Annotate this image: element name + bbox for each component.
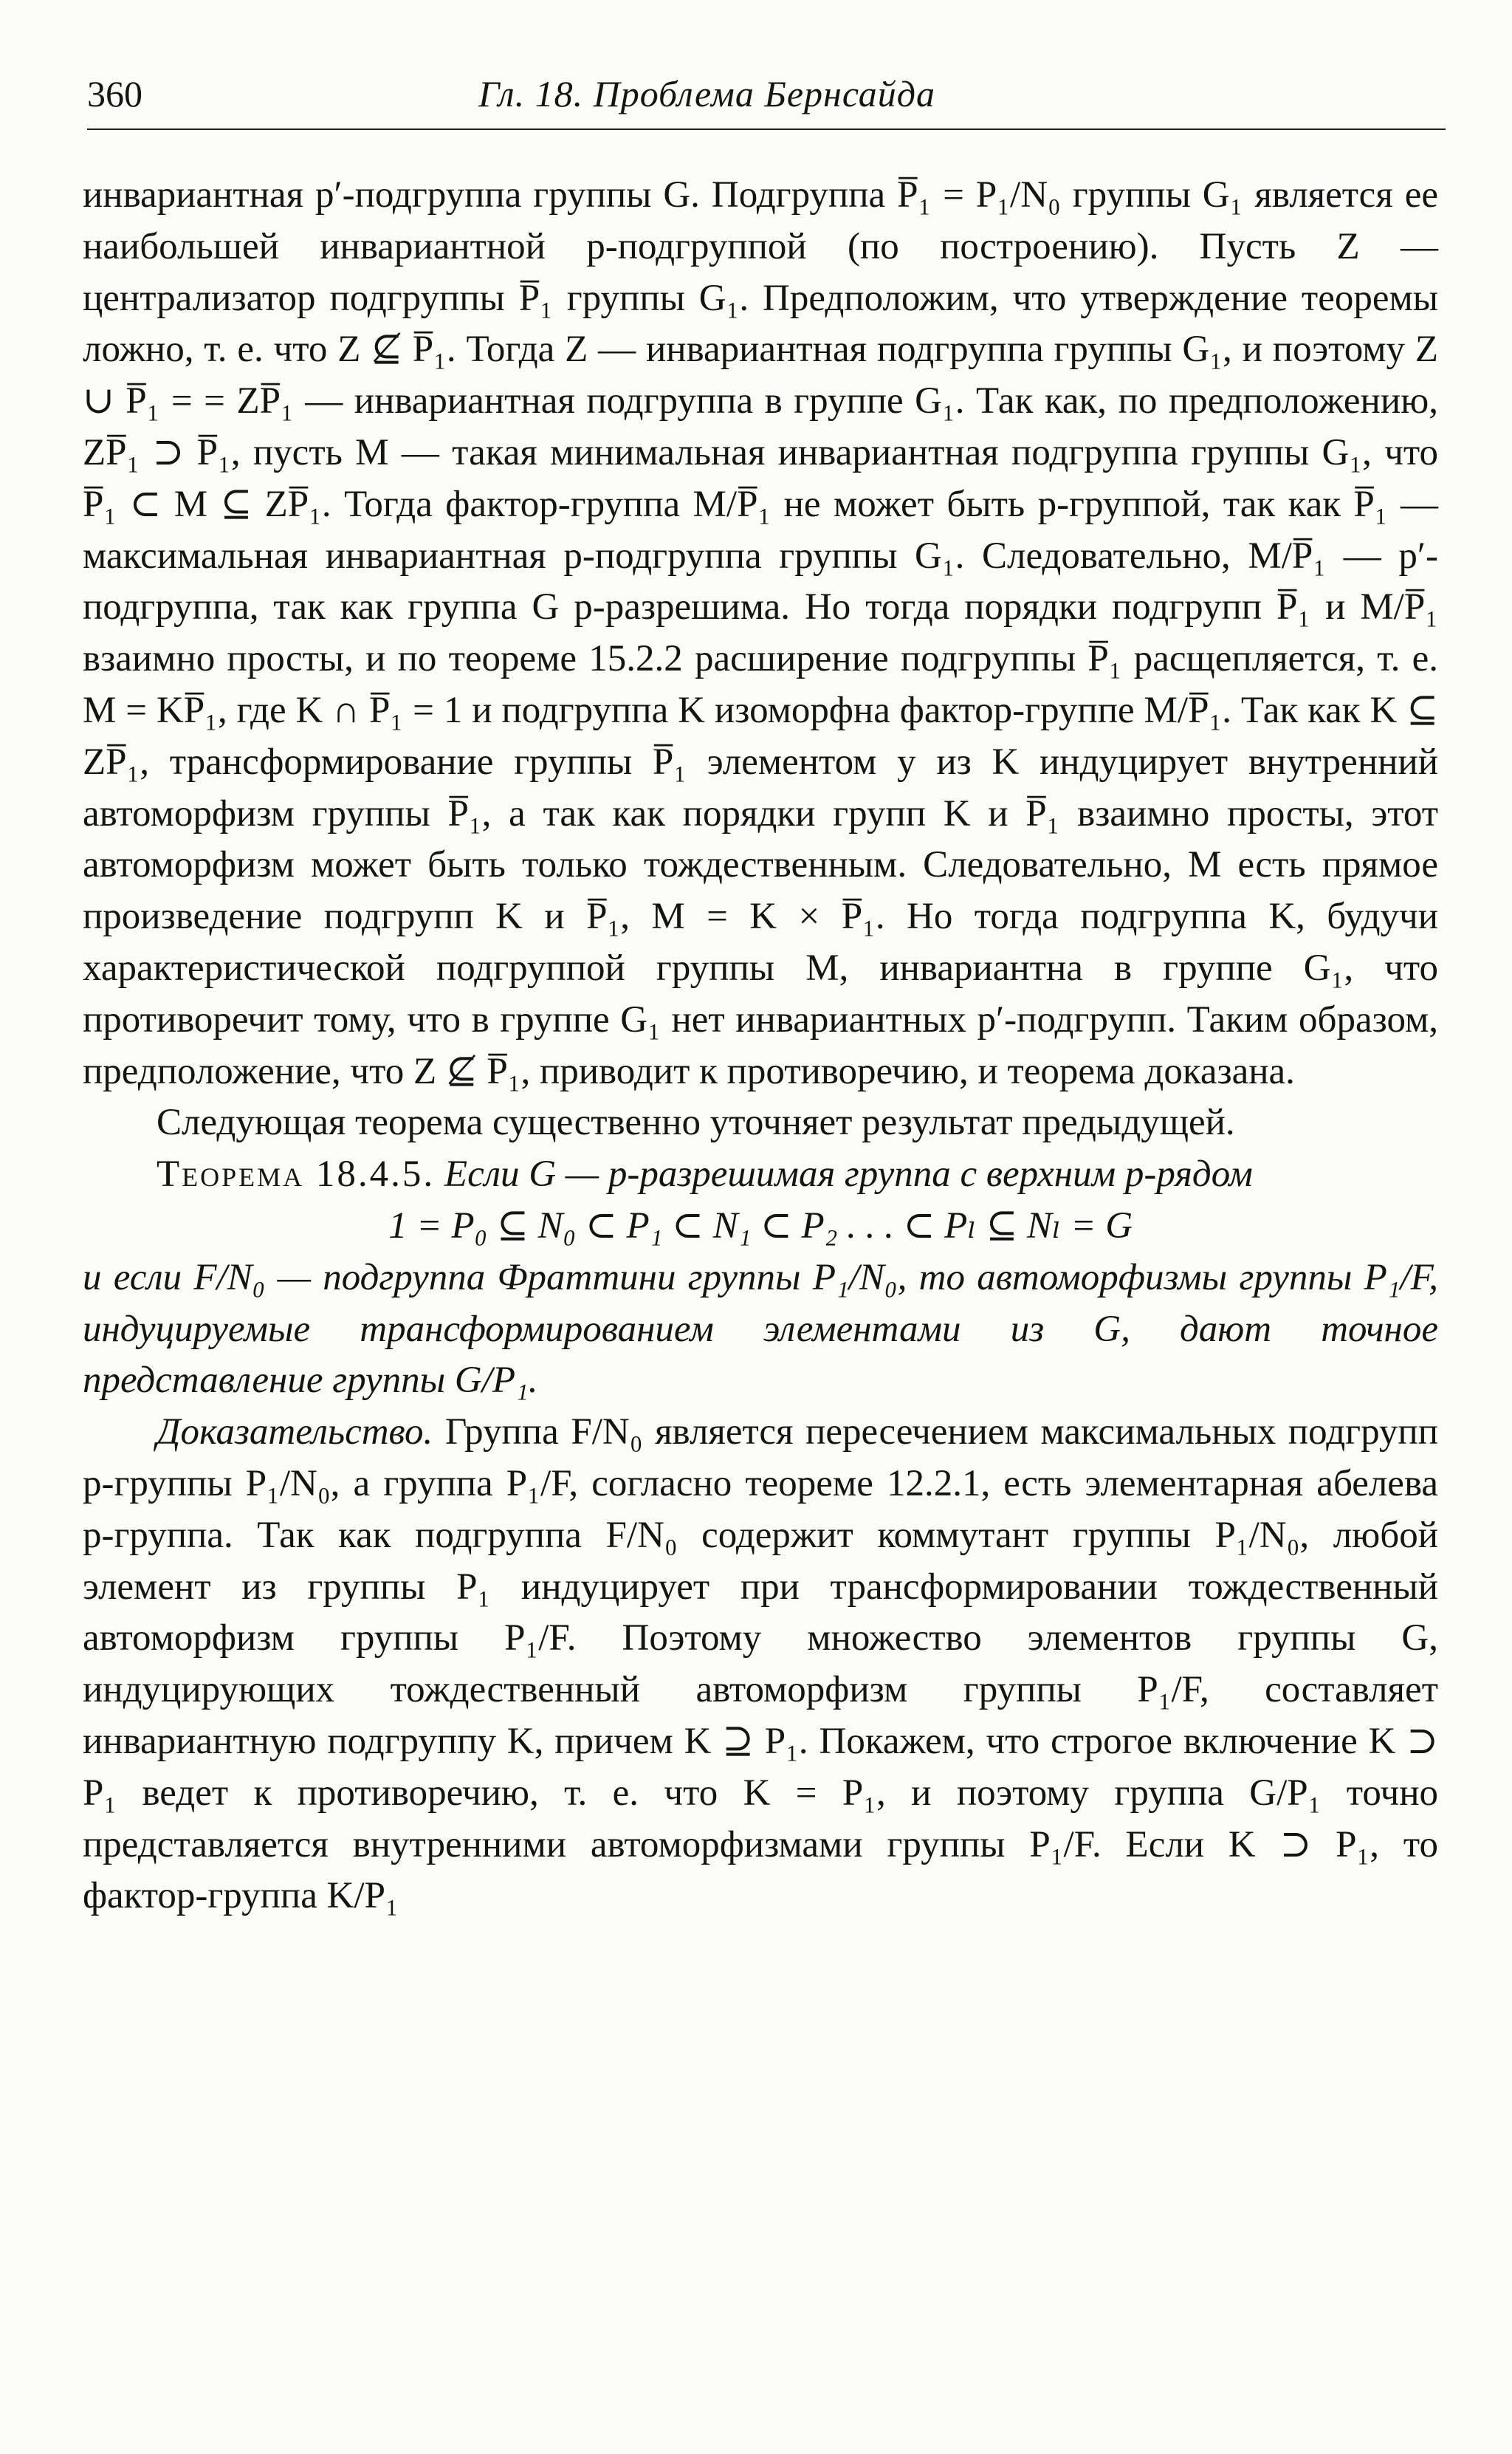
proof-paragraph <box>83 1407 1438 1922</box>
upper-p-series-formula: 1 = P₀ ⊆ N₀ ⊂ P₁ ⊂ N₁ ⊂ P₂ . . . ⊂ Pₗ ⊆ Nₗ = G <box>388 1204 1133 1247</box>
page-header <box>87 71 1446 130</box>
page-number: 360 <box>87 73 142 114</box>
theorem-conclusion: и если F/N₀ — подгруппа Фраттини группы P₁/N₀, то автоморфизмы группы P₁/F, индуцируемые трансформированием элементами из G, дают точное представление группы G/P₁. <box>83 1256 1438 1402</box>
proof-label: Доказательство. <box>157 1411 433 1453</box>
paragraph-transition: Следующая теорема существенно уточняет результат предыдущей. <box>157 1102 1235 1144</box>
running-head: Гл. 18. Проблема Бернсайда <box>478 73 936 114</box>
theorem-statement <box>83 1149 1438 1201</box>
theorem-intro: Если G — p-разрешимая группа с верхним p-рядом <box>444 1154 1253 1196</box>
proof-text: Группа F/N₀ является пересечением максимальных подгрупп p-группы P₁/N₀, а группа P₁/F, согласно теореме 12.2.1, есть элементарная абелева p-группа. Так как подгруппа F/N₀ содержит коммутант группы P₁/N₀, любой элемент из группы P₁ индуцирует при трансформировании тождественный автоморфизм группы P₁/F. Поэтому множество элементов группы G, индуцирующих тождественный автоморфизм группы P₁/F, составляет инвариантную подгруппу K, причем K ⊇ P₁. Покажем, что строгое включение K ⊃ P₁ ведет к противоречию, т. е. что K = P₁, и поэтому группа G/P₁ точно представляется внутренними автоморфизмами группы P₁/F. Если K ⊃ P₁, то фактор-группа K/P₁ <box>83 1411 1438 1917</box>
page-body <box>83 170 1438 1922</box>
paragraph-proof-continuation: инвариантная p′-подгруппа группы G. Подгруппа P̅₁ = P₁/N₀ группы G₁ является ее наибольшей инвариантной p-подгруппой (по построению). Пусть Z — централизатор подгруппы P̅₁ группы G₁. Предположим, что утверждение теоремы ложно, т. е. что Z ⊈ P̅₁. Тогда Z — инвариантная подгруппа группы G₁, и поэтому Z ∪ P̅₁ = = ZP̅₁ — инвариантная подгруппа в группе G₁. Так как, по предположению, ZP̅₁ ⊃ P̅₁, пусть M — такая минимальная инвариантная подгруппа группы G₁, что P̅₁ ⊂ M ⊆ ZP̅₁. Тогда фактор-группа M/P̅₁ не может быть p-группой, так как P̅₁ — максимальная инвариантная p-подгруппа группы G₁. Следовательно, M/P̅₁ — p′-подгруппа, так как группа G p-разрешима. Но тогда порядки подгрупп P̅₁ и M/P̅₁ взаимно просты, и по теореме 15.2.2 расширение подгруппы P̅₁ расщепляется, т. е. M = KP̅₁, где K ∩ P̅₁ = 1 и подгруппа K изоморфна фактор-группе M/P̅₁. Так как K ⊆ ZP̅₁, трансформирование группы P̅₁ элементом y из K индуцирует внутренний автоморфизм группы P̅₁, а так как порядки групп K и P̅₁ взаимно просты, этот автоморфизм может быть только тождественным. Следовательно, M есть прямое произведение подгрупп K и P̅₁, M = K × P̅₁. Но тогда подгруппа K, будучи характеристической подгруппой группы M, инвариантна в группе G₁, что противоречит тому, что в группе G₁ нет инвариантных p′-подгрупп. Таким образом, предположение, что Z ⊈ P̅₁, приводит к противоречию, и теорема доказана. <box>83 174 1438 1092</box>
theorem-label: Теорема 18.4.5. <box>157 1154 436 1196</box>
